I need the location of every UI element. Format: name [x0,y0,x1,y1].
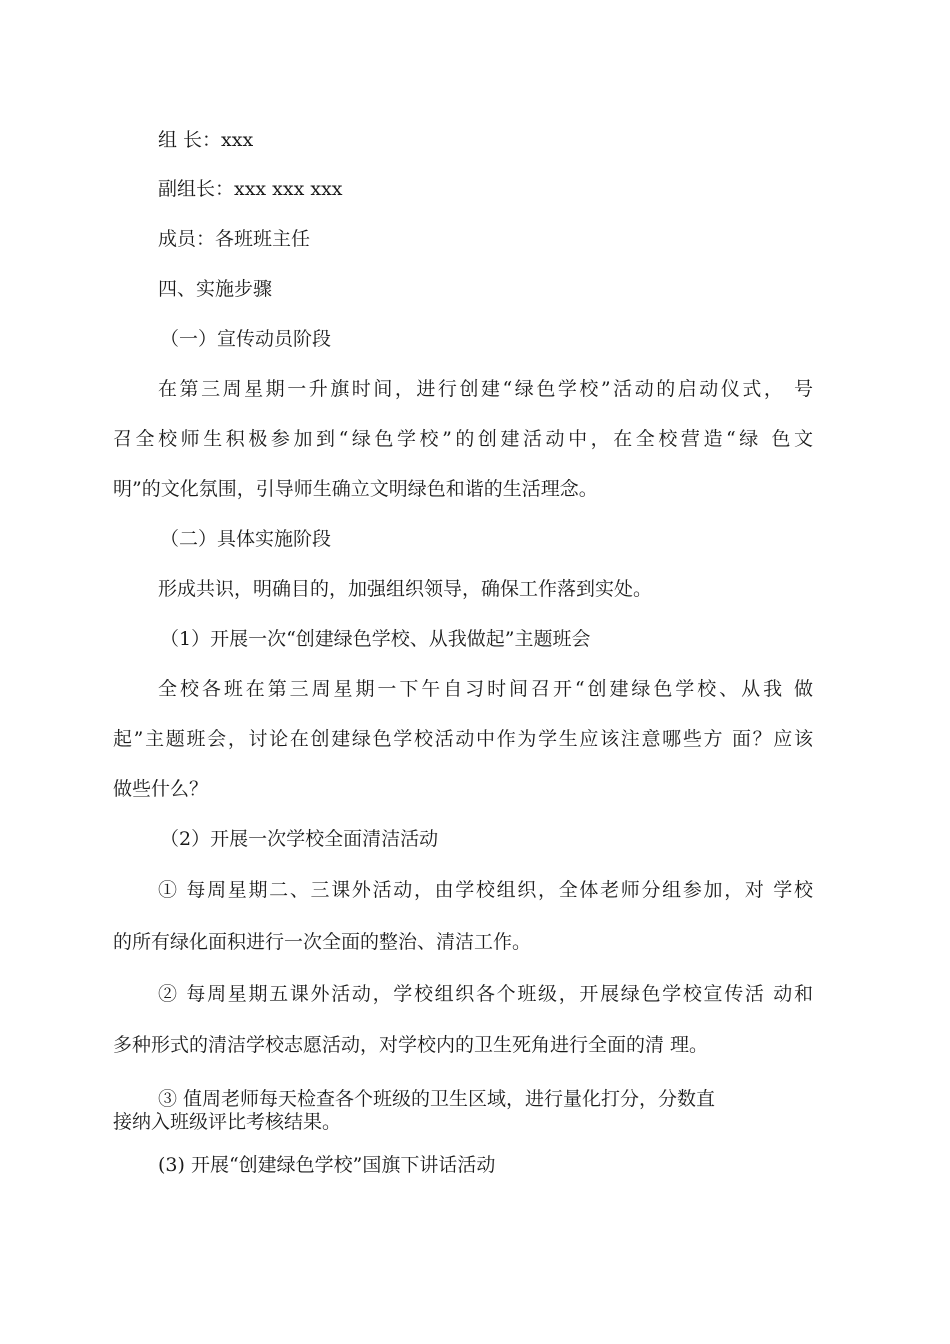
paragraph-1-line-2: 召全校师生积极参加到“绿色学校”的创建活动中，在全校营造“绿 色文 [113,428,813,450]
clean-item-3-line-2: 接纳入班级评比考核结果。 [113,1111,342,1133]
paragraph-2-line-1: 形成共识，明确目的，加强组织领导，确保工作落到实处。 [158,578,653,600]
section-heading: 四、实施步骤 [158,278,273,300]
paragraph-3-line-2: 起”主题班会，讨论在创建绿色学校活动中作为学生应该注意哪些方 面？应该 [113,728,813,750]
clean-item-2-line-1: ② 每周星期五课外活动，学校组织各个班级，开展绿色学校宣传活 动和 [158,983,813,1005]
clean-item-1-line-2: 的所有绿化面积进行一次全面的整治、清洁工作。 [113,931,532,953]
paragraph-3-line-1: 全校各班在第三周星期一下午自习时间召开“创建绿色学校、从我 做 [158,678,813,700]
item-heading-2: （2）开展一次学校全面清洁活动 [160,828,439,850]
item-heading-3: (3) 开展“创建绿色学校”国旗下讲话活动 [158,1154,496,1176]
paragraph-1-line-1: 在第三周星期一升旗时间，进行创建“绿色学校”活动的启动仪式， 号 [158,378,813,400]
paragraph-3-line-3: 做些什么？ [113,778,209,800]
members-line: 成员：各班班主任 [158,228,311,250]
phase-heading-1: （一）宣传动员阶段 [160,328,332,350]
clean-item-3-line-1: ③ 值周老师每天检查各个班级的卫生区域，进行量化打分，分数直 [158,1088,716,1110]
item-heading-1: （1）开展一次“创建绿色学校、从我做起”主题班会 [160,628,591,650]
phase-heading-2: （二）具体实施阶段 [160,528,332,550]
deputy-leader-line: 副组长：xxx xxx xxx [158,178,343,200]
paragraph-1-line-3: 明”的文化氛围，引导师生确立文明绿色和谐的生活理念。 [113,478,598,500]
clean-item-1-line-1: ① 每周星期二、三课外活动，由学校组织，全体老师分组参加，对 学校 [158,879,813,901]
leader-line: 组 长：xxx [158,129,254,151]
clean-item-2-line-2: 多种形式的清洁学校志愿活动，对学校内的卫生死角进行全面的清 理。 [113,1034,709,1056]
